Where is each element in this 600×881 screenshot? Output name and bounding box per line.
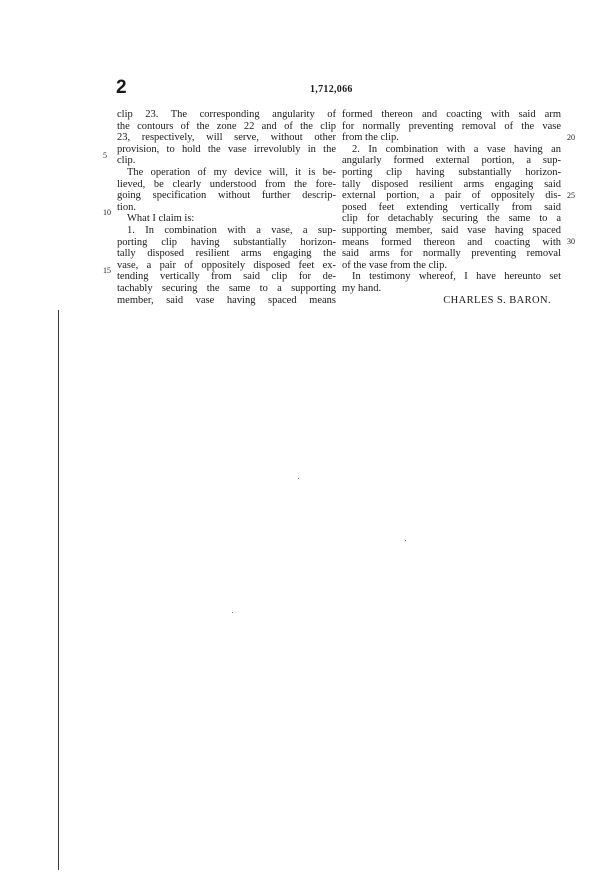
text-line: 1. In combination with a vase, a sup- xyxy=(127,224,336,236)
text-line: porting clip having substantially horizon- xyxy=(342,166,561,178)
line-number: 15 xyxy=(103,266,111,275)
text-line: The operation of my device will, it is be- xyxy=(127,166,336,178)
text-line: supporting member, said vase having spaced xyxy=(342,224,561,236)
scan-speck xyxy=(405,540,406,541)
line-number: 10 xyxy=(103,208,111,217)
text-line: clip for detachably securing the same to a xyxy=(342,213,561,225)
text-line: from the clip. xyxy=(342,132,399,144)
line-number: 25 xyxy=(567,191,575,200)
text-line: said arms for normally preventing removal xyxy=(342,248,561,260)
text-line: angularly formed external portion, a sup- xyxy=(342,155,561,167)
text-line: clip. xyxy=(117,155,136,167)
text-line: for normally preventing removal of the vase xyxy=(342,120,561,132)
line-number: 5 xyxy=(103,151,107,160)
text-line: What I claim is: xyxy=(127,213,195,225)
text-line: 23, respectively, will serve, without other xyxy=(117,132,336,144)
text-line: posed feet extending vertically from said xyxy=(342,201,561,213)
text-line: lieved, be clearly understood from the fore- xyxy=(117,178,336,190)
scan-speck xyxy=(298,478,299,479)
text-line: provision, to hold the vase irrevolubly in the xyxy=(117,143,336,155)
scan-speck xyxy=(232,612,233,613)
text-line: 2. In combination with a vase having an xyxy=(352,143,561,155)
margin-rule xyxy=(58,310,59,870)
line-number: 30 xyxy=(567,237,575,246)
right-text-column xyxy=(342,109,561,306)
page-number: 2 xyxy=(116,77,127,98)
text-line: tally disposed resilient arms engaging said xyxy=(342,178,561,190)
patent-number: 1,712,066 xyxy=(310,84,353,95)
text-line: of the vase from the clip. xyxy=(342,259,447,271)
text-line: going specification without further descrip- xyxy=(117,190,336,202)
text-line: external portion, a pair of oppositely dis- xyxy=(342,190,561,202)
text-line: the contours of the zone 22 and of the clip xyxy=(117,120,336,132)
text-line: porting clip having substantially horizon- xyxy=(117,236,336,248)
signature: CHARLES S. BARON. xyxy=(443,294,551,306)
text-line: vase, a pair of oppositely disposed feet ex- xyxy=(117,259,336,271)
text-line: my hand. xyxy=(342,282,382,294)
text-line: clip 23. The corresponding angularity of xyxy=(117,109,336,120)
text-line: formed thereon and coacting with said arm xyxy=(342,109,561,120)
text-line: tachably securing the same to a supporting xyxy=(117,282,336,294)
text-line: means formed thereon and coacting with xyxy=(342,236,561,248)
left-text-column xyxy=(117,109,336,306)
text-line: tending vertically from said clip for de- xyxy=(117,271,336,283)
text-line: tally disposed resilient arms engaging the xyxy=(117,248,336,260)
text-line: In testimony whereof, I have hereunto set xyxy=(352,271,561,283)
text-line: tion. xyxy=(117,201,136,213)
text-line: member, said vase having spaced means xyxy=(117,294,336,306)
line-number: 20 xyxy=(567,133,575,142)
